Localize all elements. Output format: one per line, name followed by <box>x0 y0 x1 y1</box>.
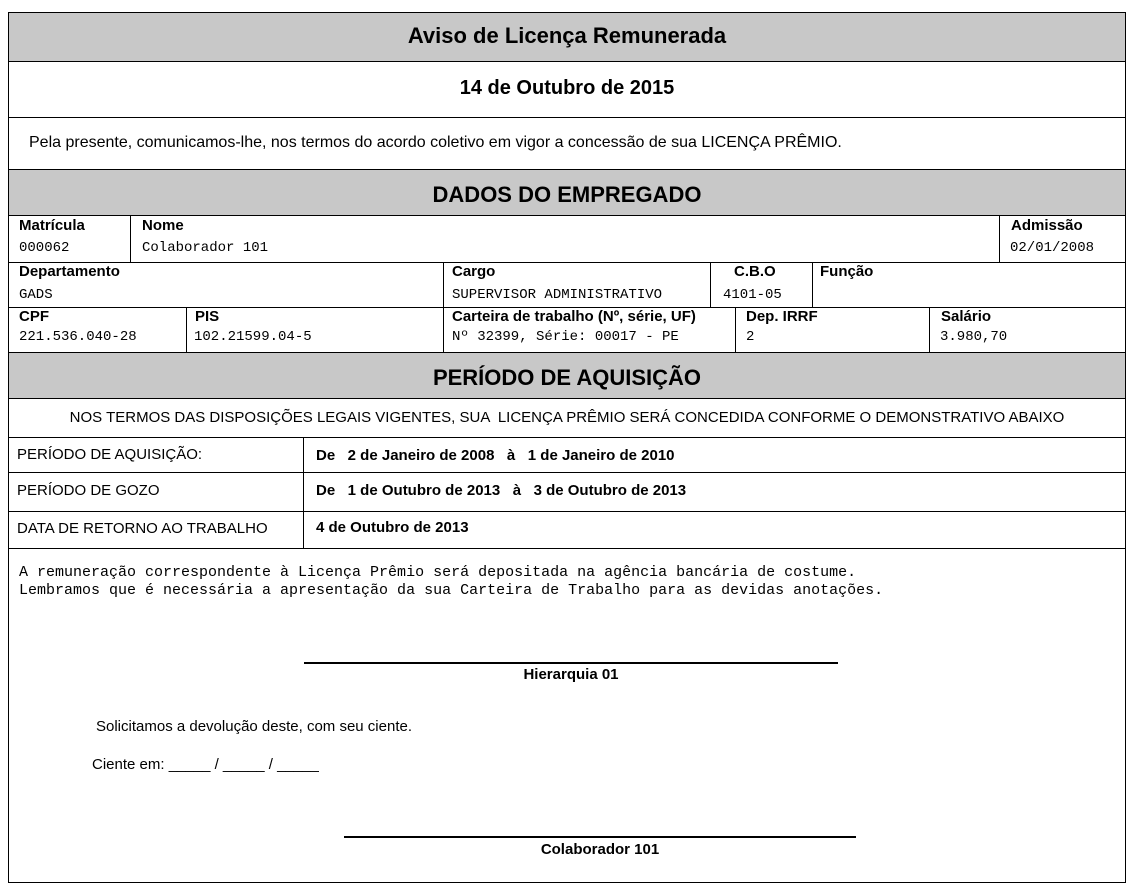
departamento-value: GADS <box>19 287 53 303</box>
period-section-heading: PERÍODO DE AQUISIÇÃO <box>432 365 702 390</box>
signature-line-hierarchy <box>304 662 838 664</box>
employee-section-heading: DADOS DO EMPREGADO <box>432 182 702 207</box>
nome-label: Nome <box>142 217 184 234</box>
notice-date: 14 de Outubro de 2015 <box>459 77 675 99</box>
period-row-value: 4 de Outubro de 2013 <box>316 519 469 536</box>
admissao-label: Admissão <box>1011 217 1083 234</box>
pis-label: PIS <box>195 308 220 325</box>
footer-line-1: A remuneração correspondente à Licença Prêmio será depositada na agência bancária de costume. <box>19 564 857 581</box>
cbo-label: C.B.O <box>734 263 776 280</box>
cargo-label: Cargo <box>452 263 496 280</box>
signature-employee-name: Colaborador 101 <box>540 841 660 858</box>
period-row-value: De 1 de Outubro de 2013 à 3 de Outubro de 2013 <box>316 482 687 499</box>
matricula-label: Matrícula <box>19 217 85 234</box>
cpf-value: 221.536.040-28 <box>19 329 137 345</box>
signature-hierarchy-name: Hierarquia 01 <box>523 666 619 683</box>
cargo-value: SUPERVISOR ADMINISTRATIVO <box>452 287 663 303</box>
period-row-label: PERÍODO DE AQUISIÇÃO: <box>17 446 203 463</box>
pis-value: 102.21599.04-5 <box>194 329 312 345</box>
period-row-label: DATA DE RETORNO AO TRABALHO <box>17 520 268 537</box>
leave-notice-form <box>8 12 1126 883</box>
nome-value: Colaborador 101 <box>142 240 269 256</box>
salario-label: Salário <box>941 308 992 325</box>
page-title: Aviso de Licença Remunerada <box>407 23 727 48</box>
salario-value: 3.980,70 <box>940 329 1008 345</box>
ciente-date-field: Ciente em: _____ / _____ / _____ <box>92 756 319 773</box>
carteira-label: Carteira de trabalho (Nº, série, UF) <box>452 308 696 325</box>
footer-line-2: Lembramos que é necessária a apresentação da sua Carteira de Trabalho para as devidas anotações. <box>19 582 884 599</box>
intro-text: Pela presente, comunicamos-lhe, nos termos do acordo coletivo em vigor a concessão de sua LICENÇA PRÊMIO. <box>29 134 842 151</box>
departamento-label: Departamento <box>19 263 120 280</box>
matricula-value: 000062 <box>19 240 70 256</box>
carteira-value: Nº 32399, Série: 00017 - PE <box>452 329 679 345</box>
period-row-label: PERÍODO DE GOZO <box>17 482 160 499</box>
dep-irrf-value: 2 <box>746 329 755 345</box>
admissao-value: 02/01/2008 <box>1010 240 1095 256</box>
dep-irrf-label: Dep. IRRF <box>746 308 818 325</box>
period-row-value: De 2 de Janeiro de 2008 à 1 de Janeiro de 2010 <box>316 447 675 464</box>
signature-line-employee <box>344 836 856 838</box>
period-notice: NOS TERMOS DAS DISPOSIÇÕES LEGAIS VIGENTES, SUA LICENÇA PRÊMIO SERÁ CONCEDIDA CONFORME O DEMONSTRATIVO ABAIXO <box>69 409 1065 426</box>
cpf-label: CPF <box>19 308 49 325</box>
cbo-value: 4101-05 <box>723 287 782 303</box>
return-request-text: Solicitamos a devolução deste, com seu ciente. <box>96 718 413 735</box>
funcao-label: Função <box>820 263 874 280</box>
